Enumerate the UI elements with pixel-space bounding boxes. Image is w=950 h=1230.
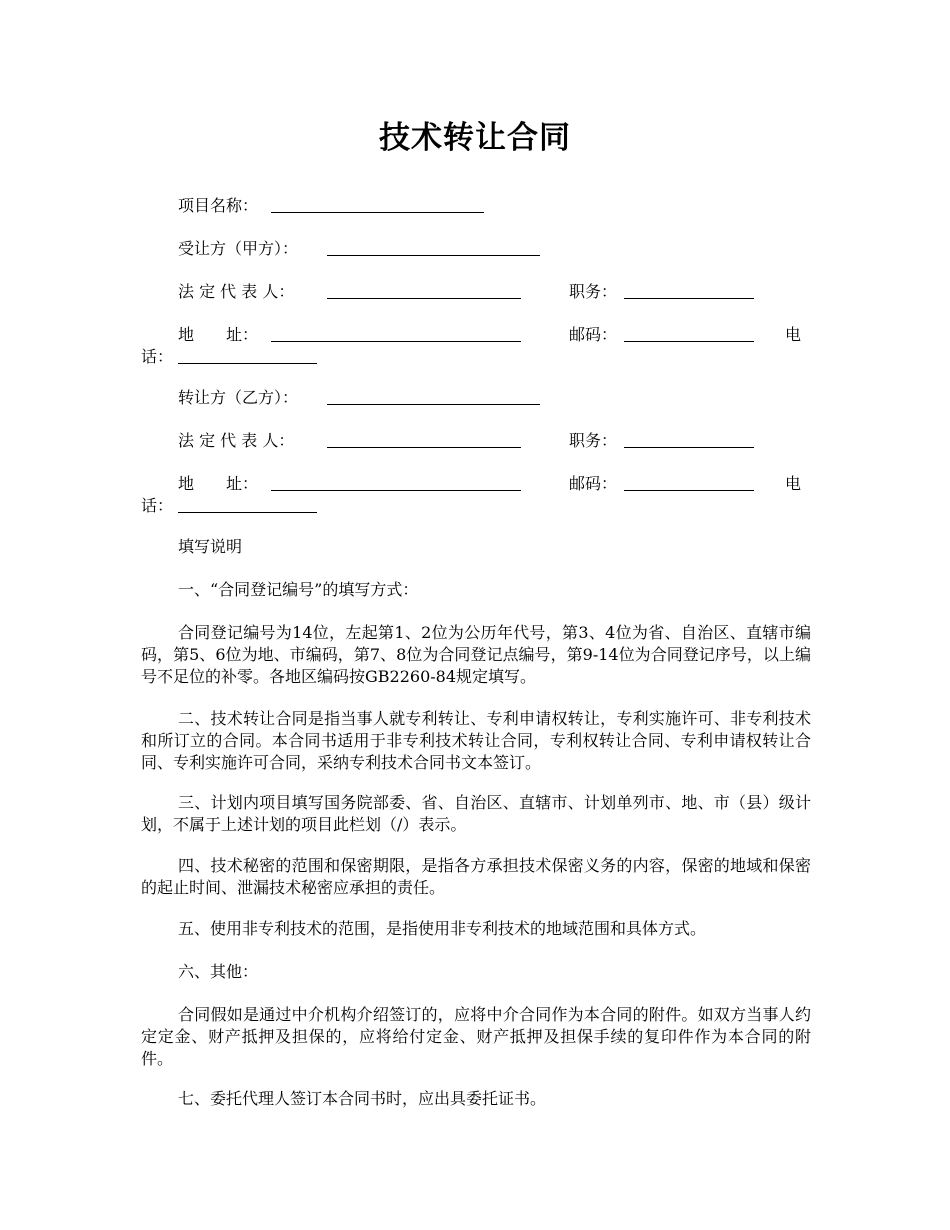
instruction-item-1-body: 合同登记编号为14位，左起第1、2位为公历年代号，第3、4位为省、自治区、直辖市编码，第5、6位为地、市编码，第7、8位为合同登记点编号，第9-14位为合同登记序号，以上编号不足位的补零。各地区编码按GB2260-84规定填写。 xyxy=(141,623,811,686)
transferor-blank[interactable] xyxy=(327,404,540,405)
instruction-item-4: 四、技术秘密的范围和保密期限，是指各方承担技术保密义务的内容，保密的地域和保密的起止时间、泄漏技术秘密应承担的责任。 xyxy=(141,856,811,897)
transferor-rep-blank[interactable] xyxy=(327,447,521,448)
transferee-phone-label-part1: 电 xyxy=(785,325,802,344)
transferor-postcode-label: 邮码： xyxy=(569,474,618,493)
transferee-label: 受让方（甲方）： xyxy=(178,239,299,258)
transferor-address-blank[interactable] xyxy=(271,490,521,491)
instruction-item-3: 三、计划内项目填写国务院部委、省、自治区、直辖市、计划单列市、地、市（县）级计划，不属于上述计划的项目此栏划（/）表示。 xyxy=(141,793,811,834)
instruction-item-1-heading: 一、“合同登记编号”的填写方式： xyxy=(178,580,419,599)
transferor-position-label: 职务： xyxy=(569,431,618,450)
instruction-item-5: 五、使用非专利技术的范围，是指使用非专利技术的地域范围和具体方式。 xyxy=(178,919,707,938)
transferor-label: 转让方（乙方）： xyxy=(178,388,299,407)
transferee-rep-blank[interactable] xyxy=(327,298,521,299)
transferor-postcode-blank[interactable] xyxy=(624,490,754,491)
transferee-address-blank[interactable] xyxy=(271,341,521,342)
transferee-phone-blank[interactable] xyxy=(178,363,317,364)
transferor-phone-blank[interactable] xyxy=(178,512,317,513)
project-name-blank[interactable] xyxy=(271,212,484,213)
instruction-item-6-body: 合同假如是通过中介机构介绍签订的，应将中介合同作为本合同的附件。如双方当事人约定定金、财产抵押及担保的，应将给付定金、财产抵押及担保手续的复印件作为本合同的附件。 xyxy=(141,1005,811,1068)
transferee-position-blank[interactable] xyxy=(624,298,754,299)
transferor-position-blank[interactable] xyxy=(624,447,754,448)
document-title: 技术转让合同 xyxy=(379,120,571,156)
instruction-item-6-heading: 六、其他： xyxy=(178,962,259,981)
transferee-rep-label: 法 定 代 表 人： xyxy=(178,282,295,301)
transferee-postcode-blank[interactable] xyxy=(624,341,754,342)
transferor-phone-label-part2: 话： xyxy=(141,496,174,515)
transferee-address-label: 地 址： xyxy=(178,325,259,344)
transferee-postcode-label: 邮码： xyxy=(569,325,618,344)
transferor-rep-label: 法 定 代 表 人： xyxy=(178,431,295,450)
project-name-label: 项目名称： xyxy=(178,196,259,215)
instructions-heading: 填写说明 xyxy=(178,537,243,556)
transferor-address-label: 地 址： xyxy=(178,474,259,493)
transferee-phone-label-part2: 话： xyxy=(141,347,174,366)
transferor-phone-label-part1: 电 xyxy=(785,474,802,493)
transferee-blank[interactable] xyxy=(327,255,540,256)
transferee-position-label: 职务： xyxy=(569,282,618,301)
instruction-item-7: 七、委托代理人签订本合同书时，应出具委托证书。 xyxy=(178,1089,547,1108)
instruction-item-2: 二、技术转让合同是指当事人就专利转让、专利申请权转让，专利实施许可、非专利技术和所订立的合同。本合同书适用于非专利技术转让合同，专利权转让合同、专利申请权转让合同、专利实施许可合同，采纳专利技术合同书文本签订。 xyxy=(141,709,811,772)
